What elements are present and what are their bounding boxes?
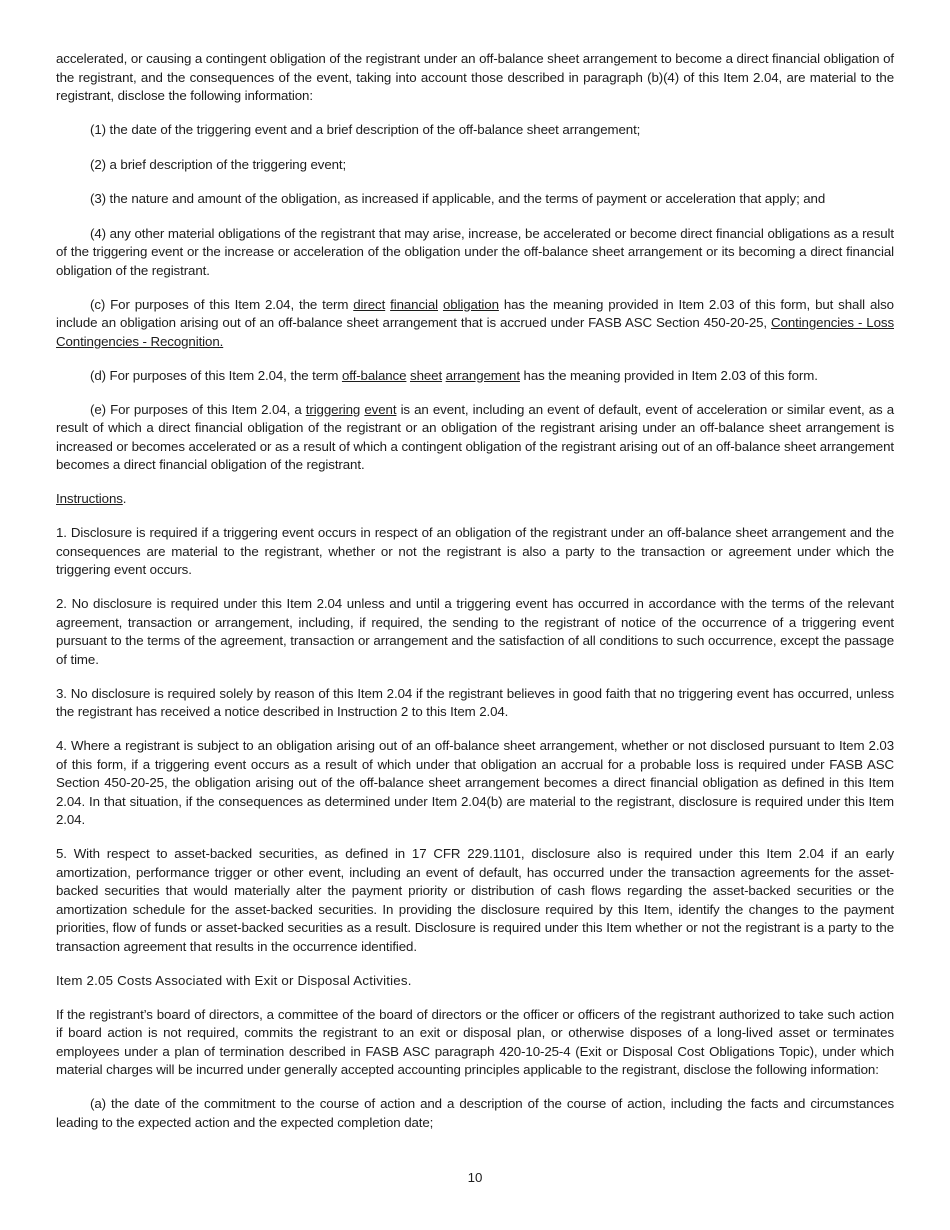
instructions-label: Instructions: [56, 491, 123, 506]
item-2-05-a: (a) the date of the commitment to the course of action and a description of the course of action, including the facts and circumstances leading to the expected action and the expected completion date;: [56, 1096, 894, 1130]
term-sheet: sheet: [410, 367, 443, 383]
list-item-4: (4) any other material obligations of the registrant that may arise, increase, be accelerated or become direct financial obligations as a result of the triggering event or the increase or acceleration of the obligation under the off-balance sheet arrangement or its becoming a direct financial obligation of the registrant.: [56, 225, 894, 278]
paragraph-e-body: is an event, including an event of default, event of acceleration or similar event, as a result of which a direct financial obligation of the registrant or an obligation of the registrant arising under an off-balance sheet arrangement is increased or becomes accelerated or as a result of which a contingent obligation of the registrant arising out of an off-balance sheet arrangement becomes a direct financial obligation of the registrant.: [56, 401, 894, 472]
instructions-heading: [56, 490, 894, 509]
instruction-1: 1. Disclosure is required if a triggering event occurs in respect of an obligation of the registrant under an off-balance sheet arrangement and the consequences are material to the registrant, whether or not the registrant is also a party to the transaction or agreement under which the triggering event occurs.: [56, 525, 894, 577]
term-event: event: [364, 401, 397, 417]
paragraph-e: [56, 401, 894, 475]
list-item-2: (2) a brief description of the triggering event;: [90, 156, 347, 172]
page-number: 10: [467, 1170, 483, 1185]
paragraph-c-intro: (c) For purposes of this Item 2.04, the term: [90, 296, 354, 312]
item-2-05-body: If the registrant’s board of directors, a committee of the board of directors or the officer or officers of the registrant authorized to take such action if board action is not required, commits the registrant to an exit or disposal plan, or otherwise disposes of a long-lived asset or terminates employees under a plan of termination described in FASB ASC paragraph 420-10-25-4 (Exit or Disposal Cost Obligations Topic), under which material charges will be incurred under generally accepted accounting principles applicable to the registrant, disclose the following information:: [56, 1006, 894, 1077]
paragraph-d-intro: (d) For purposes of this Item 2.04, the term: [90, 367, 342, 383]
instruction-2: 2. No disclosure is required under this Item 2.04 unless and until a triggering event has occurred in accordance with the terms of the relevant agreement, transaction or arrangement, including, if required, the sending to the registrant of notice of the occurrence of a triggering event pursuant to the terms of the agreement, transaction or arrangement and the satisfaction of all conditions to such occurrence, except the passage of time.: [56, 596, 894, 667]
paragraph-c: [56, 296, 894, 352]
paragraph-d: [56, 367, 894, 386]
instructions-period: .: [122, 491, 127, 506]
instruction-3: 3. No disclosure is required solely by reason of this Item 2.04 if the registrant believes in good faith that no triggering event has occurred, unless the registrant has received a notice described in Instruction 2 to this Item 2.04.: [56, 685, 894, 719]
list-item-3: (3) the nature and amount of the obligation, as increased if applicable, and the terms of payment or acceleration that apply; and: [90, 191, 826, 206]
paragraph-e-intro: (e) For purposes of this Item 2.04, a: [90, 401, 306, 417]
paragraph-c-body: has the meaning provided in Item 2.03 of this form, but shall also include an obligation arising out of an off-balance sheet arrangement that is accrued under FASB ASC Section 450-20-25,: [56, 296, 894, 330]
list-item-1: (1) the date of the triggering event and a brief description of the off-balance sheet arrangement;: [90, 122, 641, 137]
paragraph-b-continuation: accelerated, or causing a contingent obligation of the registrant under an off-balance sheet arrangement to become a direct financial obligation of the registrant, and the consequences of the event, taking into account those described in paragraph (b)(4) of this Item 2.04, are material to the registrant, disclose the following information:: [56, 51, 894, 103]
instruction-5: 5. With respect to asset-backed securities, as defined in 17 CFR 229.1101, disclosure also is required under this Item 2.04 if an early amortization, performance trigger or other event, including an event of default, has occurred under the transaction agreements for the asset-backed securities that would materially alter the payment priority or distribution of cash flows regarding the asset-backed securities or the amortization schedule for the asset-backed securities. In providing the disclosure required by this Item, identify the changes to the payment priorities, flow of funds or asset-backed securities as a result. Disclosure is required under this Item whether or not the registrant is a party to the transaction agreement that results in the occurrence identified.: [56, 846, 894, 954]
term-off-balance: off-balance: [341, 367, 407, 383]
fasb-reference: Contingencies - Loss Contingencies - Recognition.: [56, 315, 894, 349]
document-body: [56, 50, 894, 1148]
paragraph-d-body: has the meaning provided in Item 2.03 of this form.: [519, 367, 818, 383]
term-triggering: triggering: [305, 401, 361, 417]
term-arrangement: arrangement: [445, 367, 520, 383]
term-direct: direct: [353, 296, 386, 312]
instruction-4: 4. Where a registrant is subject to an obligation arising out of an off-balance sheet arrangement, whether or not disclosed pursuant to Item 2.03 of this form, if a triggering event occurs as a result of which under that obligation an accrual for a probable loss is required under FASB ASC Section 450-20-25, the obligation arising out of the off-balance sheet arrangement becomes a direct financial obligation as defined in this Item 2.04. In that situation, if the consequences as determined under Item 2.04(b) are material to the registrant, disclosure is required under this Item 2.04.: [56, 738, 894, 827]
term-obligation: obligation: [442, 296, 499, 312]
item-2-05-heading: Item 2.05 Costs Associated with Exit or Disposal Activities.: [56, 972, 412, 988]
term-financial: financial: [390, 296, 439, 312]
